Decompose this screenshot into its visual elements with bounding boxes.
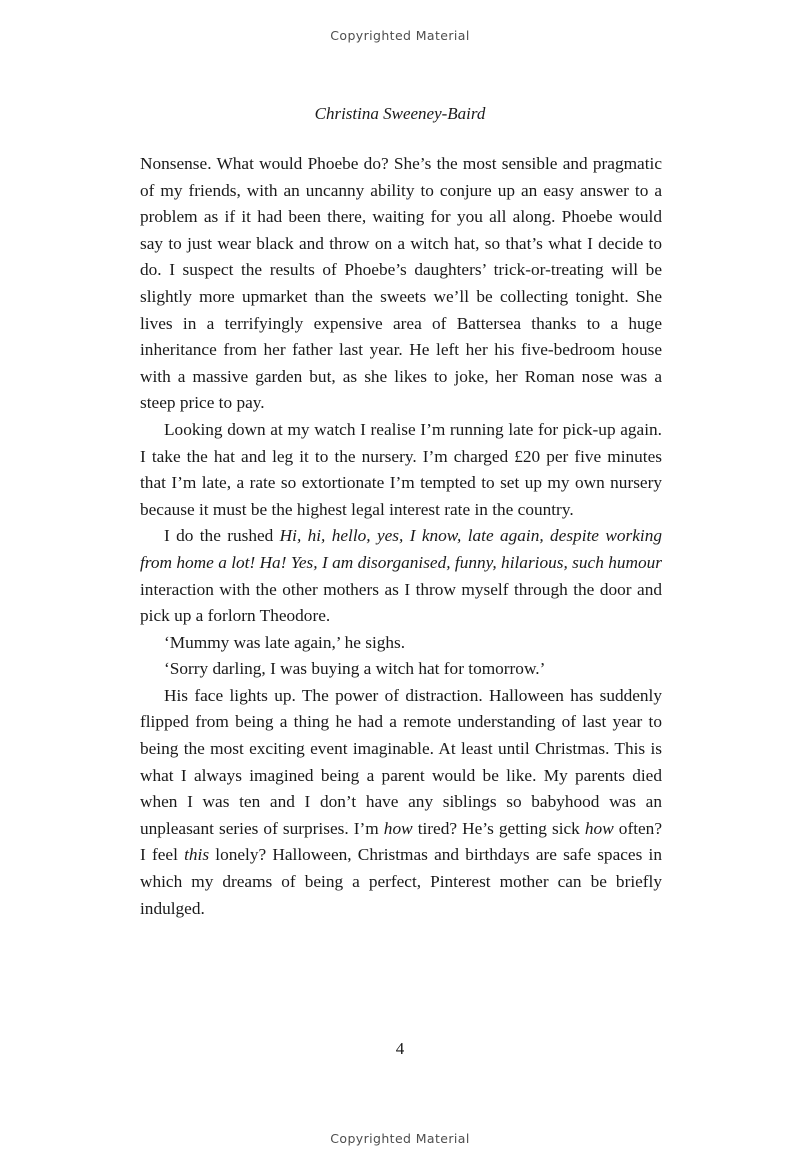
page-number: 4: [395, 1039, 405, 1058]
running-header-author: Christina Sweeney-Baird: [314, 104, 486, 123]
text-run: His face lights up. The power of distraction. Halloween has suddenly flipped from being a thing he had a remote understanding of last year to being the most exciting event imaginable. At least until Christmas. This is what I always imagined being a parent would be like. My parents died when I was ten and I don’t have any siblings so babyhood was an unpleasant series of surprises. I’m: [140, 685, 662, 838]
text-run: ‘Mummy was late again,’ he sighs.: [164, 632, 406, 652]
paragraph: [140, 656, 662, 683]
text-run: ‘Sorry darling, I was buying a witch hat for tomorrow.’: [164, 659, 546, 679]
text-run-italic: how: [383, 818, 413, 838]
paragraph: [140, 417, 662, 523]
text-run: Looking down at my watch I realise I’m running late for pick-up again. I take the hat and leg it to the nursery. I’m charged £20 per five minutes that I’m late, a rate so extortionate I’m tempted to set up my own nursery because it must be the highest legal interest rate in the country.: [140, 419, 662, 519]
paragraph: [140, 630, 662, 657]
text-run: I do the rushed: [164, 526, 280, 546]
text-run: tired? He’s getting sick: [412, 818, 585, 838]
text-run: Nonsense. What would Phoebe do? She’s the most sensible and pragmatic of my friends, with an uncanny ability to conjure up an easy answer to a problem as if it had been there, waiting for you all along. Phoebe would say to just wear black and throw on a witch hat, so that’s what I decide to do. I suspect the results of Phoebe’s daughters’ trick-or-treating will be slightly more upmarket than the sweets we’ll be collecting tonight. She lives in a terrifyingly expensive area of Battersea thanks to a huge inheritance from her father last year. He left her his five-bedroom house with a massive garden but, as she likes to joke, her Roman nose was a steep price to pay.: [140, 154, 662, 413]
text-run: interaction with the other mothers as I throw myself through the door and pick up a forlorn Theodore.: [140, 579, 662, 626]
paragraph: [140, 151, 662, 417]
copyright-notice-top: Copyrighted Material: [330, 28, 470, 43]
text-run: often? I feel: [140, 818, 662, 865]
text-run-italic: Hi, hi, hello, yes, I know, late again, despite working from home a lot! Ha! Yes, I am disorganised, funny, hilarious, such humour: [140, 526, 662, 572]
text-run: lonely? Halloween, Christmas and birthdays are safe spaces in which my dreams of being a perfect, Pinterest mother can be briefly indulged.: [140, 845, 662, 918]
text-run-italic: how: [584, 818, 614, 838]
body-text: [140, 151, 662, 922]
paragraph: [140, 523, 662, 629]
copyright-notice-bottom: Copyrighted Material: [330, 1131, 470, 1146]
paragraph: [140, 683, 662, 922]
text-run-italic: this: [184, 845, 210, 865]
